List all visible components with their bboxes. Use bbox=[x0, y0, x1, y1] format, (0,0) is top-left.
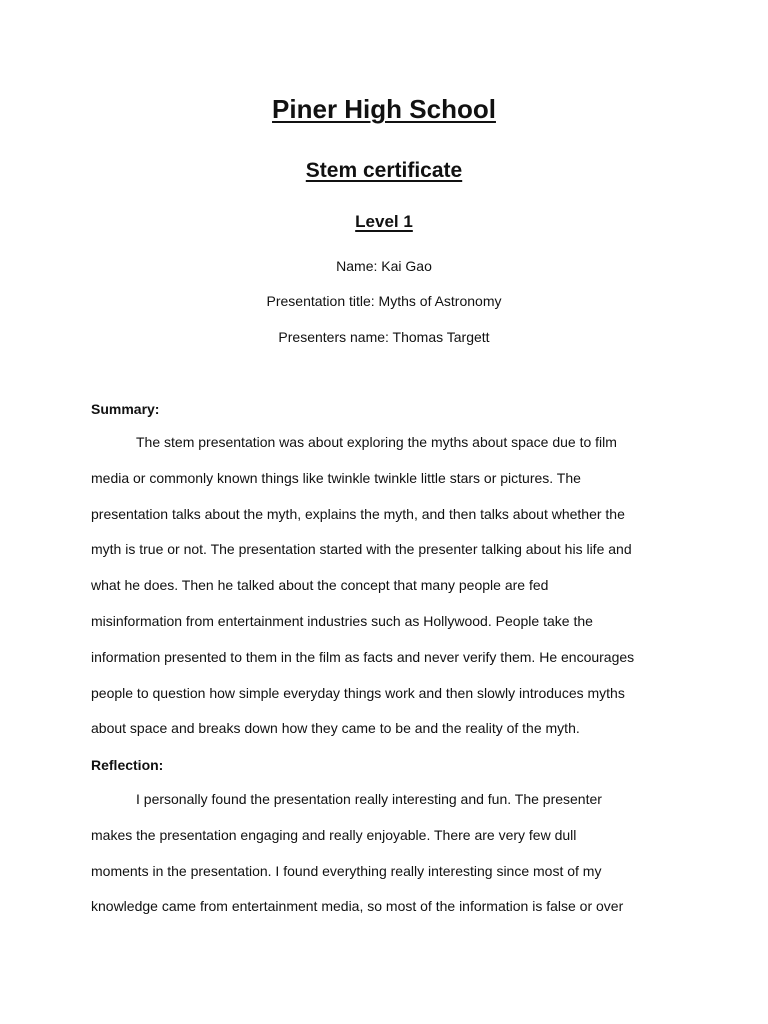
summary-line: misinformation from entertainment industries such as Hollywood. People take the bbox=[91, 612, 593, 629]
reflection-line: I personally found the presentation really interesting and fun. The presenter bbox=[136, 791, 602, 807]
summary-line: about space and breaks down how they came to be and the reality of the myth. bbox=[91, 720, 580, 737]
presentation-title: Presentation title: Myths of Astronomy bbox=[266, 293, 502, 309]
certificate-title: Stem certificate bbox=[305, 159, 463, 182]
student-name: Name: Kai Gao bbox=[336, 258, 432, 274]
reflection-heading: Reflection: bbox=[91, 757, 164, 773]
presenter-name: Presenters name: Thomas Targett bbox=[278, 329, 490, 345]
reflection-line: makes the presentation engaging and really enjoyable. There are very few dull bbox=[91, 826, 577, 843]
level-heading: Level 1 bbox=[355, 212, 413, 231]
summary-line: what he does. Then he talked about the concept that many people are fed bbox=[91, 577, 549, 594]
summary-line: information presented to them in the film as facts and never verify them. He encourages bbox=[91, 648, 635, 665]
summary-paragraph bbox=[91, 425, 681, 747]
summary-line: myth is true or not. The presentation started with the presenter talking about his life and bbox=[91, 541, 632, 558]
school-title: Piner High School bbox=[272, 94, 496, 124]
summary-line: people to question how simple everyday things work and then slowly introduces myths bbox=[91, 684, 625, 701]
summary-heading: Summary: bbox=[91, 401, 160, 417]
summary-line: media or commonly known things like twinkle twinkle little stars or pictures. The bbox=[91, 469, 581, 486]
summary-line: The stem presentation was about exploring the myths about space due to film bbox=[136, 434, 617, 450]
reflection-line: knowledge came from entertainment media, so most of the information is false or over bbox=[91, 898, 624, 915]
reflection-line: moments in the presentation. I found everything really interesting since most of my bbox=[91, 862, 602, 879]
reflection-paragraph bbox=[91, 782, 681, 925]
summary-line: presentation talks about the myth, explains the myth, and then talks about whether the bbox=[91, 505, 625, 522]
